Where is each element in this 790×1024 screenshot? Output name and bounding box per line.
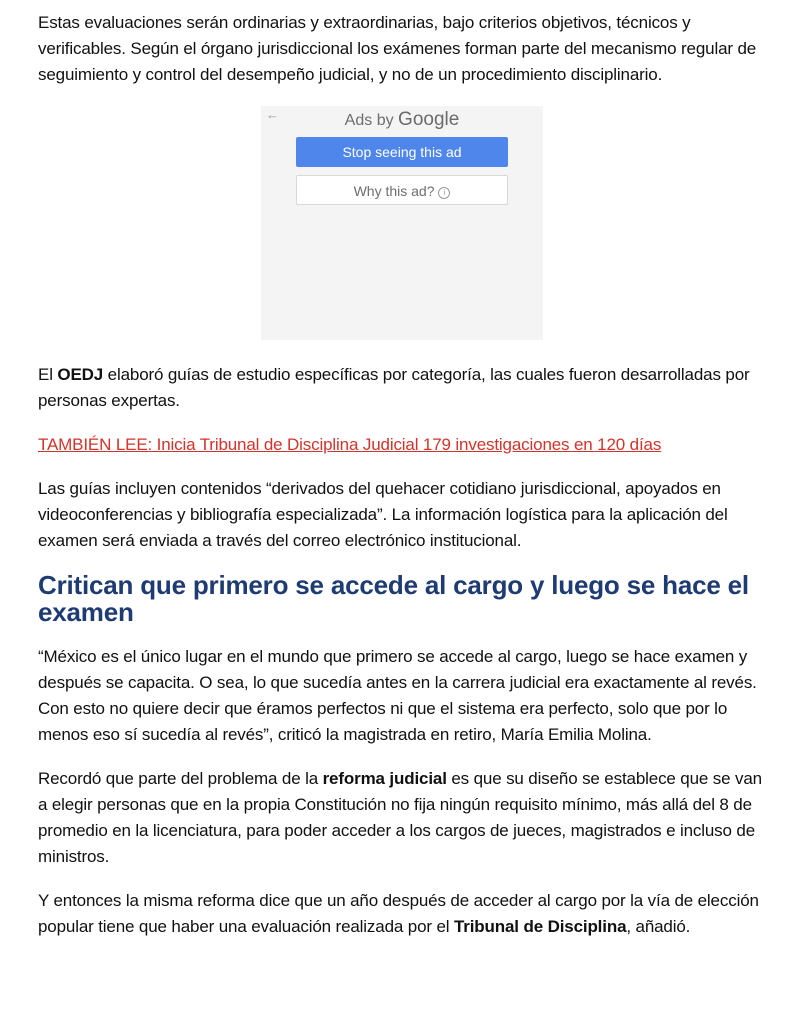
oedj-pre: El: [38, 365, 58, 384]
reform-post: es que su diseño se establece que se van a elegir personas que en la propia Constitución no fija ningún requisito mínimo, más allá del 8 de promedio en la licenciatura, para poder acceder a los cargos de jueces, magistrados e incluso de ministros.: [38, 769, 762, 866]
also-read-paragraph: [38, 432, 762, 458]
back-arrow-icon[interactable]: ←: [266, 107, 279, 122]
oedj-post: elaboró guías de estudio específicas por categoría, las cuales fueron desarrolladas por personas expertas.: [38, 365, 750, 410]
reform-pre: Recordó que parte del problema de la: [38, 769, 323, 788]
also-read-link[interactable]: TAMBIÉN LEE: Inicia Tribunal de Disciplina Judicial 179 investigaciones en 120 días: [38, 435, 662, 454]
paragraph-oedj: [38, 362, 762, 414]
ad-panel: [261, 106, 543, 340]
paragraph-quote: “México es el único lugar en el mundo que primero se accede al cargo, luego se hace examen y después se capacita. O sea, lo que sucedía antes en la carrera judicial era exactamente al revés. Con esto no quiere decir que éramos perfectos ni que el sistema era perfecto, solo que por lo menos eso sí sucedía al revés”, criticó la magistrada en retiro, María Emilia Molina.: [38, 647, 757, 744]
tribunal-pre: Y entonces la misma reforma dice que un año después de acceder al cargo por la vía de elección popular tiene que haber una evaluación realizada por el: [38, 891, 759, 936]
why-this-ad-button[interactable]: [296, 175, 508, 205]
info-icon: i: [438, 187, 450, 199]
stop-seeing-ad-button[interactable]: Stop seeing this ad: [296, 137, 508, 167]
oedj-bold: OEDJ: [57, 365, 104, 384]
paragraph-tribunal: [38, 888, 762, 940]
reform-bold: reforma judicial: [322, 769, 447, 788]
tribunal-post: , añadió.: [626, 917, 691, 936]
paragraph-guides: Las guías incluyen contenidos “derivados del quehacer cotidiano jurisdiccional, apoyados en videoconferencias y bibliografía especializada”. La información logística para la aplicación del examen será enviada a través del correo electrónico institucional.: [38, 479, 728, 550]
google-logo: Google: [398, 109, 460, 130]
ads-by-text: Ads by: [344, 112, 394, 129]
paragraph-reform: [38, 766, 762, 870]
paragraph-evaluations: Estas evaluaciones serán ordinarias y extraordinarias, bajo criterios objetivos, técnicos y verificables. Según el órgano jurisdiccional los exámenes forman parte del mecanismo regular de seguimiento y control del desempeño judicial, y no de un procedimiento disciplinario.: [38, 13, 757, 84]
tribunal-bold: Tribunal de Disciplina: [453, 917, 627, 936]
section-heading: Critican que primero se accede al cargo y luego se hace el examen: [38, 570, 749, 627]
ads-by-google-label: [261, 106, 543, 137]
why-this-ad-label: Why this ad?: [353, 183, 435, 199]
